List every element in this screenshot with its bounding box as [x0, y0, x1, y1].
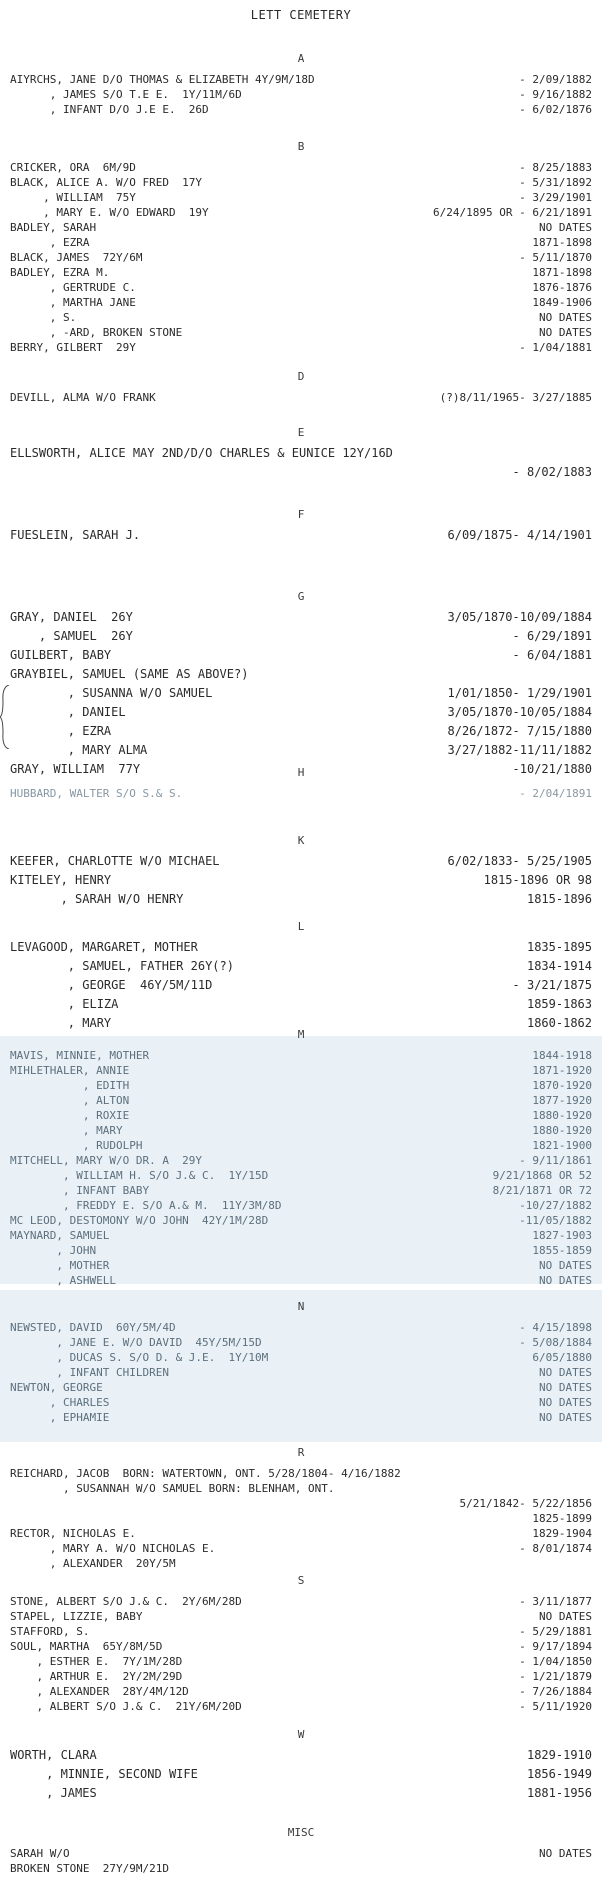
burial-entry [10, 1243, 592, 1258]
burial-entry [10, 1609, 592, 1624]
entry-date: 1849-1906 [532, 296, 592, 309]
entry-date: NO DATES [539, 1396, 592, 1409]
entry-date: 1821-1900 [532, 1139, 592, 1152]
entry-date: -10/27/1882 [519, 1199, 592, 1212]
page-title: LETT CEMETERY [250, 8, 352, 22]
entry-date: 1860-1862 [526, 1016, 592, 1030]
entry-date: 1881-1956 [526, 1786, 592, 1800]
entry-name: MC LEOD, DESTOMONY W/O JOHN 42Y/1M/28D [10, 1214, 269, 1227]
entry-date: 1870-1920 [532, 1079, 592, 1092]
entry-date: - 1/04/1881 [519, 341, 592, 354]
burial-entry [10, 446, 592, 461]
entry-name: , DANIEL [10, 705, 126, 719]
burial-entry [10, 786, 592, 801]
burial-entry [10, 743, 592, 758]
burial-entry [10, 892, 592, 907]
section-letter: W [297, 1728, 305, 1741]
entry-date: - 7/26/1884 [519, 1685, 592, 1698]
entry-name: LEVAGOOD, MARGARET, MOTHER [10, 940, 198, 954]
entry-date: - 9/16/1882 [519, 88, 592, 101]
burial-entry [10, 1365, 592, 1380]
entry-name: , INFANT BABY [10, 1184, 150, 1197]
burial-entry [10, 1786, 592, 1801]
burial-entry [10, 1767, 592, 1782]
burial-entry [10, 1108, 592, 1123]
entry-date: - 8/01/1874 [519, 1542, 592, 1555]
entry-date: NO DATES [539, 1610, 592, 1623]
section-letter: D [297, 370, 305, 383]
entry-date: - 8/02/1883 [512, 465, 592, 479]
entry-name: , ELIZA [10, 997, 119, 1011]
entry-date: 1856-1949 [526, 1767, 592, 1781]
entry-name: STAPEL, LIZZIE, BABY [10, 1610, 143, 1623]
entry-name: , JANE E. W/O DAVID 45Y/5M/15D [10, 1336, 262, 1349]
entry-date: 6/05/1880 [532, 1351, 592, 1364]
burial-entry [10, 1466, 592, 1481]
entry-name: , WILLIAM 75Y [10, 191, 136, 204]
burial-entry [10, 1093, 592, 1108]
entry-date: 1829-1904 [532, 1527, 592, 1540]
entry-date: - 3/29/1901 [519, 191, 592, 204]
section-letter: E [297, 426, 305, 439]
entry-date: (?)8/11/1965- 3/27/1885 [439, 391, 592, 404]
entry-name: , RUDOLPH [10, 1139, 143, 1152]
entry-name: MIHLETHALER, ANNIE [10, 1064, 130, 1077]
section-letter: H [297, 766, 305, 779]
burial-entry [10, 1213, 592, 1228]
burial-entry [10, 997, 592, 1012]
burial-entry [10, 854, 592, 869]
entry-name: , SAMUEL 26Y [10, 629, 133, 643]
burial-entry [10, 1526, 592, 1541]
entry-name: GUILBERT, BABY [10, 648, 112, 662]
entry-name: MITCHELL, MARY W/O DR. A 29Y [10, 1154, 203, 1167]
entry-name: STAFFORD, S. [10, 1625, 90, 1638]
entry-name: BADLEY, EZRA M. [10, 266, 110, 279]
burial-entry [10, 1123, 592, 1138]
entry-date: - 5/08/1884 [519, 1336, 592, 1349]
section-letter: S [297, 1574, 305, 1587]
burial-entry [10, 1496, 592, 1511]
section-letter: B [297, 140, 305, 153]
entry-date: - 2/04/1891 [519, 787, 592, 800]
entry-name: , ALEXANDER 28Y/4M/12D [10, 1685, 189, 1698]
entry-date: 1844-1918 [532, 1049, 592, 1062]
burial-entry [10, 250, 592, 265]
burial-entry [10, 1350, 592, 1365]
burial-entry [10, 1654, 592, 1669]
burial-entry [10, 190, 592, 205]
burial-entry [10, 1168, 592, 1183]
burial-entry [10, 465, 592, 480]
entry-name: , GEORGE 46Y/5M/11D [10, 978, 213, 992]
entry-name: GRAY, DANIEL 26Y [10, 610, 133, 624]
entry-date: - 1/04/1850 [519, 1655, 592, 1668]
entry-date: NO DATES [539, 326, 592, 339]
section-letter: MISC [287, 1826, 315, 1839]
entry-date: - 9/11/1861 [519, 1154, 592, 1167]
entry-date: 1/01/1850- 1/29/1901 [447, 686, 592, 700]
entry-date: 1815-1896 OR 98 [483, 873, 592, 887]
entry-name: , ARTHUR E. 2Y/2M/29D [10, 1670, 183, 1683]
entry-date: 6/02/1833- 5/25/1905 [447, 854, 592, 868]
entry-date: NO DATES [539, 221, 592, 234]
entry-name: REICHARD, JACOB BORN: WATERTOWN, ONT. 5/28/1804- 4/16/1882 [10, 1467, 401, 1480]
entry-name: , -ARD, BROKEN STONE [10, 326, 183, 339]
entry-name: ELLSWORTH, ALICE MAY 2ND/D/O CHARLES & EUNICE 12Y/16D [10, 446, 393, 460]
burial-entry [10, 310, 592, 325]
burial-entry [10, 280, 592, 295]
burial-entry [10, 705, 592, 720]
burial-entry [10, 610, 592, 625]
section-letter: K [297, 834, 305, 847]
entry-date: 1825-1899 [532, 1512, 592, 1525]
entry-name: , SUSANNA W/O SAMUEL [10, 686, 213, 700]
entry-name: , ASHWELL [10, 1274, 116, 1287]
burial-entry [10, 205, 592, 220]
burial-entry [10, 1846, 592, 1861]
entry-name: BERRY, GILBERT 29Y [10, 341, 136, 354]
entry-name: CRICKER, ORA 6M/9D [10, 161, 136, 174]
entry-name: , JAMES [10, 1786, 97, 1800]
entry-name: GRAY, WILLIAM 77Y [10, 762, 141, 776]
entry-date: 5/21/1842- 5/22/1856 [459, 1497, 592, 1510]
entry-name: MAVIS, MINNIE, MOTHER [10, 1049, 150, 1062]
entry-name: BADLEY, SARAH [10, 221, 97, 234]
section-letter: R [297, 1446, 305, 1459]
burial-entry [10, 72, 592, 87]
entry-date: -11/05/1882 [519, 1214, 592, 1227]
burial-entry [10, 1410, 592, 1425]
entry-date: 6/24/1895 OR - 6/21/1891 [433, 206, 592, 219]
entry-name: , MOTHER [10, 1259, 110, 1272]
entry-name: SARAH W/O [10, 1847, 70, 1860]
entry-date: 3/27/1882-11/11/1882 [447, 743, 592, 757]
burial-entry [10, 873, 592, 888]
entry-date: - 8/25/1883 [519, 161, 592, 174]
entry-date: 3/05/1870-10/05/1884 [447, 705, 592, 719]
entry-name: AIYRCHS, JANE D/O THOMAS & ELIZABETH 4Y/9M/18D [10, 73, 315, 86]
entry-date: 8/21/1871 OR 72 [492, 1184, 592, 1197]
entry-name: BROKEN STONE 27Y/9M/21D [10, 1862, 169, 1875]
entry-date: NO DATES [539, 1847, 592, 1860]
entry-date: - 6/02/1876 [519, 103, 592, 116]
entry-name: , INFANT CHILDREN [10, 1366, 169, 1379]
section-letter: G [297, 590, 305, 603]
entry-date: NO DATES [539, 1366, 592, 1379]
entry-date: NO DATES [539, 311, 592, 324]
entry-date: - 3/11/1877 [519, 1595, 592, 1608]
burial-entry [10, 1594, 592, 1609]
entry-name: , CHARLES [10, 1396, 110, 1409]
entry-date: 1835-1895 [526, 940, 592, 954]
entry-date: 1880-1920 [532, 1109, 592, 1122]
burial-entry [10, 265, 592, 280]
burial-entry [10, 295, 592, 310]
entry-date: 1859-1863 [526, 997, 592, 1011]
entry-name: BLACK, ALICE A. W/O FRED 17Y [10, 176, 203, 189]
entry-date: 3/05/1870-10/09/1884 [447, 610, 592, 624]
entry-name: NEWTON, GEORGE [10, 1381, 103, 1394]
entry-name: MAYNARD, SAMUEL [10, 1229, 110, 1242]
entry-name: NEWSTED, DAVID 60Y/5M/4D [10, 1321, 176, 1334]
entry-name: RECTOR, NICHOLAS E. [10, 1527, 136, 1540]
entry-name: , SAMUEL, FATHER 26Y(?) [10, 959, 234, 973]
entry-name: , JOHN [10, 1244, 97, 1257]
entry-name: , EZRA [10, 724, 112, 738]
burial-entry [10, 1541, 592, 1556]
entry-name: , EPHAMIE [10, 1411, 110, 1424]
burial-entry [10, 1684, 592, 1699]
entry-date: - 4/15/1898 [519, 1321, 592, 1334]
burial-entry [10, 160, 592, 175]
section-letter: N [297, 1300, 305, 1313]
burial-entry [10, 1748, 592, 1763]
burial-entry [10, 325, 592, 340]
entry-date: -10/21/1880 [512, 762, 592, 776]
entry-name: , ESTHER E. 7Y/1M/28D [10, 1655, 183, 1668]
entry-date: - 3/21/1875 [512, 978, 592, 992]
entry-date: 9/21/1868 OR 52 [492, 1169, 592, 1182]
entry-date: - 5/29/1881 [519, 1625, 592, 1638]
entry-name: , S. [10, 311, 77, 324]
burial-entry [10, 1138, 592, 1153]
burial-entry [10, 175, 592, 190]
entry-date: - 2/09/1882 [519, 73, 592, 86]
entry-date: 1834-1914 [526, 959, 592, 973]
entry-date: - 5/31/1892 [519, 176, 592, 189]
bracket-mark [0, 685, 10, 749]
burial-entry [10, 1273, 592, 1288]
entry-date: 1877-1920 [532, 1094, 592, 1107]
burial-entry [10, 1395, 592, 1410]
entry-date: 1880-1920 [532, 1124, 592, 1137]
burial-entry [10, 1063, 592, 1078]
burial-entry [10, 1048, 592, 1063]
entry-name: WORTH, CLARA [10, 1748, 97, 1762]
burial-entry [10, 1624, 592, 1639]
burial-entry [10, 1320, 592, 1335]
entry-name: , ALTON [10, 1094, 130, 1107]
entry-date: NO DATES [539, 1381, 592, 1394]
entry-name: , SUSANNAH W/O SAMUEL BORN: BLENHAM, ONT. [10, 1482, 335, 1495]
section-letter: M [297, 1028, 305, 1041]
entry-date: NO DATES [539, 1411, 592, 1424]
entry-date: 1815-1896 [526, 892, 592, 906]
entry-name: , ALEXANDER 20Y/5M [10, 1557, 176, 1570]
entry-date: 1827-1903 [532, 1229, 592, 1242]
burial-entry [10, 1078, 592, 1093]
entry-date: 8/26/1872- 7/15/1880 [447, 724, 592, 738]
burial-entry [10, 1183, 592, 1198]
entry-date: 1829-1910 [526, 1748, 592, 1762]
burial-entry [10, 686, 592, 701]
entry-name: , MARY [10, 1124, 123, 1137]
entry-name: SOUL, MARTHA 65Y/8M/5D [10, 1640, 163, 1653]
entry-date: NO DATES [539, 1259, 592, 1272]
entry-name: KEEFER, CHARLOTTE W/O MICHAEL [10, 854, 220, 868]
entry-date: - 6/04/1881 [512, 648, 592, 662]
entry-date: - 9/17/1894 [519, 1640, 592, 1653]
burial-entry [10, 1861, 592, 1876]
burial-entry [10, 1669, 592, 1684]
entry-name: GRAYBIEL, SAMUEL (SAME AS ABOVE?) [10, 667, 249, 681]
entry-name: , EZRA [10, 236, 90, 249]
burial-entry [10, 940, 592, 955]
entry-name: , MARY ALMA [10, 743, 148, 757]
burial-entry [10, 1335, 592, 1350]
burial-entry [10, 667, 592, 682]
entry-name: , MARY E. W/O EDWARD 19Y [10, 206, 209, 219]
burial-entry [10, 1153, 592, 1168]
burial-entry [10, 1556, 592, 1571]
burial-entry [10, 1639, 592, 1654]
entry-date: 1855-1859 [532, 1244, 592, 1257]
entry-name: BLACK, JAMES 72Y/6M [10, 251, 143, 264]
entry-name: , MARTHA JANE [10, 296, 136, 309]
entry-name: , GERTRUDE C. [10, 281, 136, 294]
entry-date: 1871-1920 [532, 1064, 592, 1077]
section-letter: F [297, 508, 305, 521]
entry-date: - 6/29/1891 [512, 629, 592, 643]
burial-entry [10, 87, 592, 102]
entry-name: , ALBERT S/O J.& C. 21Y/6M/20D [10, 1700, 242, 1713]
entry-name: , FREDDY E. S/O A.& M. 11Y/3M/8D [10, 1199, 282, 1212]
entry-name: , JAMES S/O T.E E. 1Y/11M/6D [10, 88, 242, 101]
entry-date: 6/09/1875- 4/14/1901 [447, 528, 592, 542]
entry-name: , WILLIAM H. S/O J.& C. 1Y/15D [10, 1169, 269, 1182]
entry-name: , INFANT D/O J.E E. 26D [10, 103, 209, 116]
entry-name: , MARY A. W/O NICHOLAS E. [10, 1542, 216, 1555]
entry-date: - 1/21/1879 [519, 1670, 592, 1683]
section-letter: L [297, 920, 305, 933]
entry-name: FUESLEIN, SARAH J. [10, 528, 141, 542]
burial-entry [10, 235, 592, 250]
entry-name: , MARY [10, 1016, 112, 1030]
burial-entry [10, 1258, 592, 1273]
section-letter: A [297, 52, 305, 65]
entry-name: , MINNIE, SECOND WIFE [10, 1767, 198, 1781]
burial-entry [10, 959, 592, 974]
burial-entry [10, 724, 592, 739]
burial-entry [10, 1228, 592, 1243]
entry-date: 1876-1876 [532, 281, 592, 294]
burial-entry [10, 390, 592, 405]
entry-date: 1871-1898 [532, 236, 592, 249]
entry-name: , SARAH W/O HENRY [10, 892, 184, 906]
burial-entry [10, 1198, 592, 1213]
entry-date: - 5/11/1870 [519, 251, 592, 264]
entry-date: NO DATES [539, 1274, 592, 1287]
burial-entry [10, 1511, 592, 1526]
burial-entry [10, 648, 592, 663]
entry-name: HUBBARD, WALTER S/O S.& S. [10, 787, 183, 800]
entry-date: - 5/11/1920 [519, 1700, 592, 1713]
entry-name: , DUCAS S. S/O D. & J.E. 1Y/10M [10, 1351, 269, 1364]
entry-date: 1871-1898 [532, 266, 592, 279]
burial-entry [10, 1699, 592, 1714]
burial-entry [10, 629, 592, 644]
burial-entry [10, 528, 592, 543]
burial-entry [10, 978, 592, 993]
burial-entry [10, 102, 592, 117]
entry-name: DEVILL, ALMA W/O FRANK [10, 391, 156, 404]
burial-entry [10, 1380, 592, 1395]
burial-entry [10, 1481, 592, 1496]
entry-name: KITELEY, HENRY [10, 873, 112, 887]
entry-name: STONE, ALBERT S/O J.& C. 2Y/6M/28D [10, 1595, 242, 1608]
entry-name: , EDITH [10, 1079, 130, 1092]
entry-name: , ROXIE [10, 1109, 130, 1122]
burial-entry [10, 340, 592, 355]
burial-entry [10, 220, 592, 235]
